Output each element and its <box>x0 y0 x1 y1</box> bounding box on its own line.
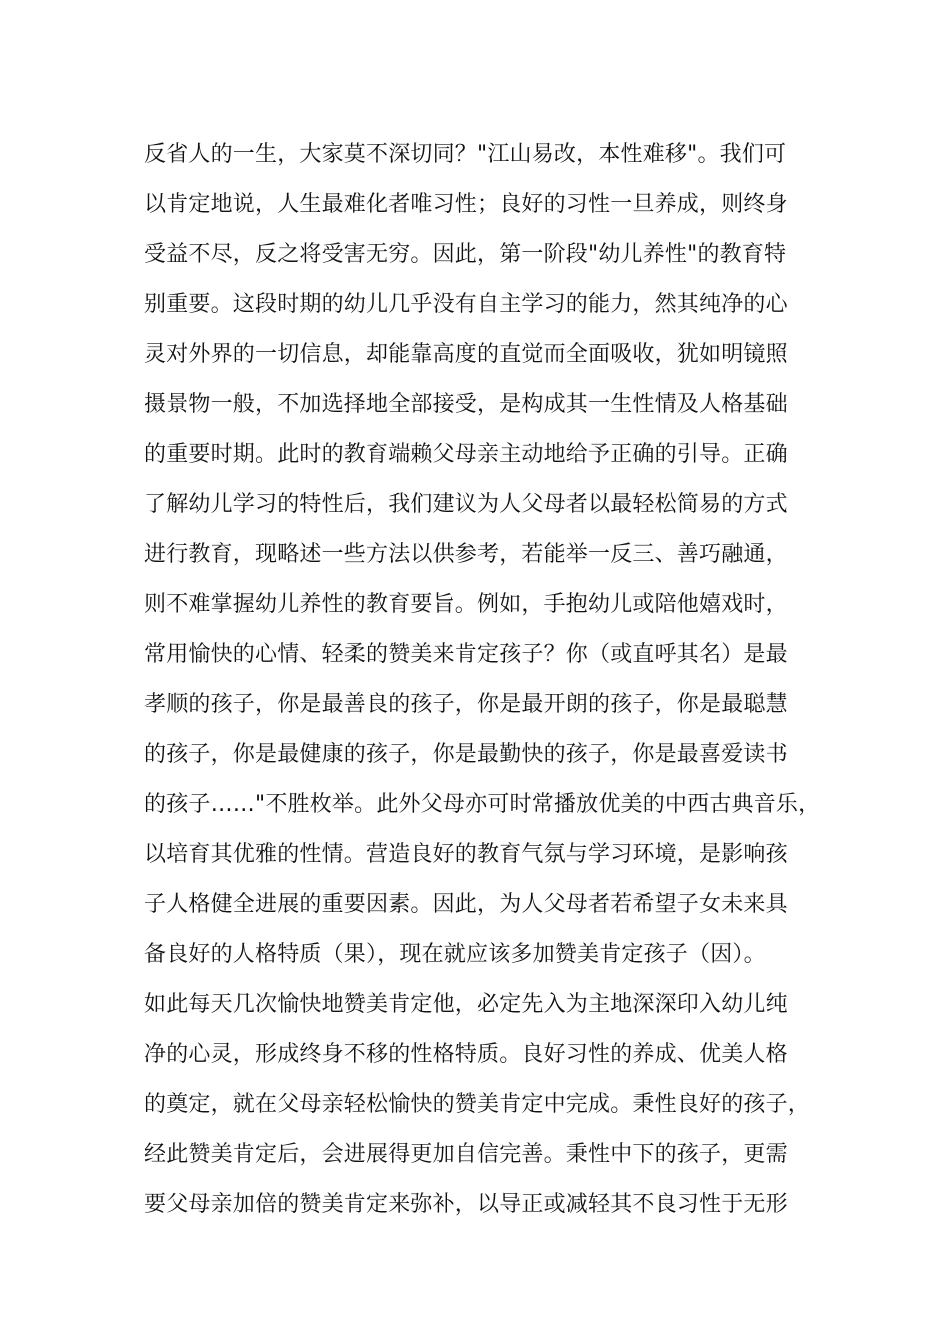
text-line: 别重要。这段时期的幼儿几乎没有自主学习的能力，然其纯净的心 <box>144 292 788 317</box>
text-line: 常用愉快的心情、轻柔的赞美来肯定孩子？你（或直呼其名）是最 <box>144 642 788 667</box>
text-line: 要父母亲加倍的赞美肯定来弥补，以导正或减轻其不良习性于无形 <box>144 1192 788 1217</box>
text-line: 的奠定，就在父母亲轻松愉快的赞美肯定中完成。秉性良好的孩子， <box>144 1092 811 1117</box>
text-line: 摄景物一般，不加选择地全部接受，是构成其一生性情及人格基础 <box>144 392 788 417</box>
body-text <box>144 130 824 1230</box>
text-line: 以培育其优雅的性情。营造良好的教育气氛与学习环境，是影响孩 <box>144 842 788 867</box>
text-line: 了解幼儿学习的特性后，我们建议为人父母者以最轻松简易的方式 <box>144 492 788 517</box>
text-line: 受益不尽，反之将受害无穷。因此，第一阶段"幼儿养性"的教育特 <box>144 242 787 267</box>
text-line: 灵对外界的一切信息，却能靠高度的直觉而全面吸收，犹如明镜照 <box>144 342 788 367</box>
text-line: 的孩子，你是最健康的孩子，你是最勤快的孩子，你是最喜爱读书 <box>144 742 788 767</box>
text-line: 则不难掌握幼儿养性的教育要旨。例如，手抱幼儿或陪他嬉戏时， <box>144 592 788 617</box>
text-line: 经此赞美肯定后，会进展得更加自信完善。秉性中下的孩子，更需 <box>144 1142 788 1167</box>
text-line: 进行教育，现略述一些方法以供参考，若能举一反三、善巧融通， <box>144 542 788 567</box>
text-line: 孝顺的孩子，你是最善良的孩子，你是最开朗的孩子，你是最聪慧 <box>144 692 788 717</box>
text-line: 备良好的人格特质（果），现在就应该多加赞美肯定孩子（因）。 <box>144 942 766 967</box>
text-line: 如此每天几次愉快地赞美肯定他，必定先入为主地深深印入幼儿纯 <box>144 992 788 1017</box>
text-line: 的重要时期。此时的教育端赖父母亲主动地给予正确的引导。正确 <box>144 442 788 467</box>
text-line: 的孩子……"不胜枚举。此外父母亦可时常播放优美的中西古典音乐， <box>144 792 821 817</box>
text-line: 反省人的一生，大家莫不深切同？"江山易改，本性难移"。我们可 <box>144 142 787 167</box>
text-line: 以肯定地说，人生最难化者唯习性；良好的习性一旦养成，则终身 <box>144 192 788 217</box>
text-line: 净的心灵，形成终身不移的性格特质。良好习性的养成、优美人格 <box>144 1042 788 1067</box>
text-line: 子人格健全进展的重要因素。因此，为人父母者若希望子女未来具 <box>144 892 788 917</box>
